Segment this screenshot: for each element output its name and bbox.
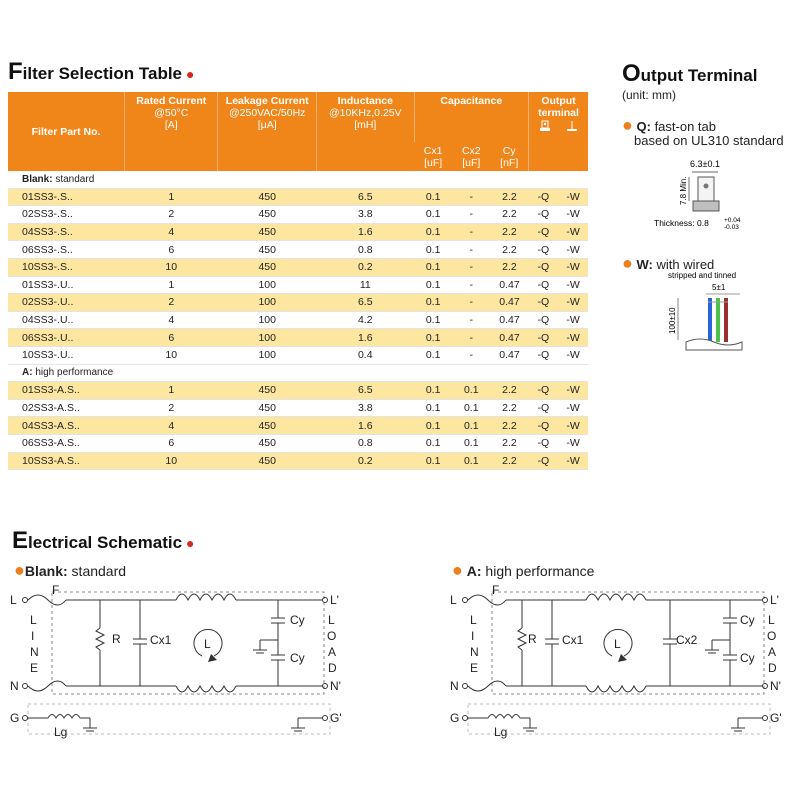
svg-text:L: L: [30, 613, 37, 627]
current-cell: 6: [125, 434, 218, 452]
svg-text:R: R: [528, 632, 537, 646]
inductance-cell: 0.2: [317, 452, 415, 470]
w-cell: -W: [558, 311, 588, 329]
header-leakage-current: Leakage Current @250VAC/50Hz [μA]: [218, 92, 317, 171]
leakage-cell: 100: [218, 276, 317, 294]
cx2-cell: 0.1: [452, 434, 490, 452]
svg-text:G: G: [10, 711, 20, 725]
current-cell: 1: [125, 276, 218, 294]
cy-cell: 2.2: [490, 399, 528, 417]
svg-text:Cy: Cy: [290, 651, 305, 665]
header-cy: Cy [nF]: [490, 142, 528, 171]
svg-text:N': N': [330, 679, 341, 693]
inductance-cell: 3.8: [317, 399, 415, 417]
cx1-cell: 0.1: [414, 188, 452, 206]
cx2-cell: 0.1: [452, 417, 490, 435]
header-capacitance: Capacitance: [414, 92, 529, 142]
cx2-cell: -: [452, 346, 490, 364]
leakage-cell: 100: [218, 329, 317, 347]
w-cell: -W: [558, 452, 588, 470]
leakage-cell: 450: [218, 188, 317, 206]
current-cell: 2: [125, 399, 218, 417]
q-cell: -Q: [529, 188, 559, 206]
svg-text:N': N': [770, 679, 781, 693]
leakage-cell: 450: [218, 241, 317, 259]
q-cell: -Q: [529, 417, 559, 435]
part-number-cell: 02SS3-A.S..: [8, 399, 125, 417]
current-cell: 1: [125, 188, 218, 206]
q-cell: -Q: [529, 382, 559, 400]
inductance-cell: 1.6: [317, 223, 415, 241]
cx2-cell: -: [452, 206, 490, 224]
inductance-cell: 6.5: [317, 188, 415, 206]
group-header-row: [8, 171, 588, 188]
cx1-cell: 0.1: [414, 346, 452, 364]
svg-text:+0.04: +0.04: [724, 217, 741, 224]
cx2-cell: 0.1: [452, 452, 490, 470]
group-label: A: high performance: [8, 364, 588, 382]
part-number-cell: 04SS3-A.S..: [8, 417, 125, 435]
cy-cell: 2.2: [490, 188, 528, 206]
svg-text:N: N: [470, 645, 479, 659]
leakage-cell: 450: [218, 399, 317, 417]
cx1-cell: 0.1: [414, 452, 452, 470]
cy-cell: 0.47: [490, 346, 528, 364]
svg-text:N: N: [10, 679, 19, 693]
svg-text:A: A: [328, 645, 337, 659]
svg-text:5±1: 5±1: [712, 283, 726, 292]
filter-selection-table: [8, 92, 588, 470]
svg-text:O: O: [327, 629, 337, 643]
inductance-cell: 0.8: [317, 241, 415, 259]
svg-text:L: L: [204, 637, 211, 651]
current-cell: 2: [125, 294, 218, 312]
table-row: [8, 452, 588, 470]
cy-cell: 0.47: [490, 311, 528, 329]
cx1-cell: 0.1: [414, 417, 452, 435]
svg-text:-0.03: -0.03: [724, 224, 739, 231]
wired-terminal-drawing: [660, 268, 760, 360]
svg-text:100±10: 100±10: [668, 307, 677, 334]
q-cell: -Q: [529, 258, 559, 276]
svg-text:G': G': [770, 711, 782, 725]
cx1-cell: 0.1: [414, 241, 452, 259]
svg-text:I: I: [31, 629, 35, 643]
svg-text:Thickness: 0.8: Thickness: 0.8: [654, 218, 709, 228]
part-number-cell: 10SS3-.S..: [8, 258, 125, 276]
table-row: [8, 223, 588, 241]
table-row: [8, 311, 588, 329]
w-cell: -W: [558, 206, 588, 224]
q-cell: -Q: [529, 329, 559, 347]
q-cell: -Q: [529, 346, 559, 364]
header-rated-current: Rated Current @50°C [A]: [125, 92, 218, 171]
q-cell: -Q: [529, 276, 559, 294]
svg-text:L: L: [470, 613, 477, 627]
w-cell: -W: [558, 434, 588, 452]
cy-cell: 2.2: [490, 434, 528, 452]
table-row: [8, 434, 588, 452]
schematic-title: Electrical Schematic ●: [12, 527, 195, 554]
inductance-cell: 0.2: [317, 258, 415, 276]
cx2-cell: -: [452, 188, 490, 206]
header-part-no: Filter Part No.: [8, 92, 125, 171]
svg-text:7.8 Min.: 7.8 Min.: [679, 176, 688, 205]
part-number-cell: 06SS3-A.S..: [8, 434, 125, 452]
svg-text:L: L: [768, 613, 775, 627]
w-cell: -W: [558, 417, 588, 435]
cx1-cell: 0.1: [414, 329, 452, 347]
svg-text:L: L: [10, 593, 17, 607]
svg-text:A: A: [768, 645, 777, 659]
svg-text:Cy: Cy: [740, 613, 755, 627]
cx2-cell: -: [452, 276, 490, 294]
inductance-cell: 6.5: [317, 382, 415, 400]
svg-text:E: E: [30, 661, 39, 675]
cx1-cell: 0.1: [414, 311, 452, 329]
part-number-cell: 02SS3-.U..: [8, 294, 125, 312]
cx1-cell: 0.1: [414, 258, 452, 276]
group-label: Blank: standard: [8, 171, 588, 188]
cx2-cell: -: [452, 223, 490, 241]
leakage-cell: 450: [218, 206, 317, 224]
inductance-cell: 11: [317, 276, 415, 294]
header-output-terminal: Output terminal: [529, 92, 588, 171]
svg-text:R: R: [112, 632, 121, 646]
cx2-cell: 0.1: [452, 399, 490, 417]
cy-cell: 2.2: [490, 417, 528, 435]
q-cell: -Q: [529, 294, 559, 312]
cx1-cell: 0.1: [414, 434, 452, 452]
q-cell: -Q: [529, 452, 559, 470]
schematic-high-label: ● A: high performance: [452, 560, 595, 580]
leakage-cell: 100: [218, 294, 317, 312]
svg-text:Cx1: Cx1: [562, 633, 584, 647]
leakage-cell: 100: [218, 346, 317, 364]
svg-text:L': L': [330, 593, 339, 607]
cx1-cell: 0.1: [414, 382, 452, 400]
w-cell: -W: [558, 188, 588, 206]
inductance-cell: 4.2: [317, 311, 415, 329]
q-cell: -Q: [529, 206, 559, 224]
current-cell: 2: [125, 206, 218, 224]
cy-cell: 2.2: [490, 241, 528, 259]
svg-text:L: L: [450, 593, 457, 607]
q-cell: -Q: [529, 434, 559, 452]
w-cell: -W: [558, 346, 588, 364]
inductance-cell: 6.5: [317, 294, 415, 312]
cx2-cell: -: [452, 258, 490, 276]
w-cell: -W: [558, 399, 588, 417]
part-number-cell: 01SS3-.S..: [8, 188, 125, 206]
current-cell: 10: [125, 258, 218, 276]
w-cell: -W: [558, 276, 588, 294]
w-cell: -W: [558, 329, 588, 347]
leakage-cell: 450: [218, 417, 317, 435]
q-cell: -Q: [529, 223, 559, 241]
header-cx1: Cx1 [uF]: [414, 142, 452, 171]
leakage-cell: 100: [218, 311, 317, 329]
svg-text:Cy: Cy: [290, 613, 305, 627]
table-row: [8, 258, 588, 276]
current-cell: 10: [125, 452, 218, 470]
cy-cell: 2.2: [490, 206, 528, 224]
table-row: [8, 346, 588, 364]
svg-text:Cx1: Cx1: [150, 633, 172, 647]
svg-text:N: N: [450, 679, 459, 693]
svg-text:F: F: [492, 583, 500, 597]
filter-table-title: Filter Selection Table ●: [8, 58, 195, 85]
fast-on-tab-drawing: [640, 155, 780, 235]
inductance-cell: 0.4: [317, 346, 415, 364]
cx2-cell: -: [452, 241, 490, 259]
part-number-cell: 10SS3-.U..: [8, 346, 125, 364]
inductance-cell: 3.8: [317, 206, 415, 224]
svg-text:Lg: Lg: [54, 725, 68, 739]
schematic-high-performance: [448, 582, 800, 752]
svg-text:L: L: [328, 613, 335, 627]
cy-cell: 2.2: [490, 452, 528, 470]
output-terminal-title: Output Terminal: [622, 60, 758, 87]
inductance-cell: 1.6: [317, 329, 415, 347]
table-row: [8, 399, 588, 417]
part-number-cell: 04SS3-.U..: [8, 311, 125, 329]
current-cell: 10: [125, 346, 218, 364]
table-row: [8, 188, 588, 206]
cy-cell: 0.47: [490, 329, 528, 347]
table-row: [8, 241, 588, 259]
svg-text:F: F: [52, 583, 60, 597]
fast-on-tab-icon: [539, 120, 551, 132]
svg-text:I: I: [471, 629, 475, 643]
current-cell: 4: [125, 223, 218, 241]
svg-text:Cy: Cy: [740, 651, 755, 665]
part-number-cell: 01SS3-A.S..: [8, 382, 125, 400]
leakage-cell: 450: [218, 434, 317, 452]
w-cell: -W: [558, 294, 588, 312]
current-cell: 1: [125, 382, 218, 400]
header-cx2: Cx2 [uF]: [452, 142, 490, 171]
schematic-blank-label: ●Blank: standard: [14, 560, 127, 580]
cx1-cell: 0.1: [414, 399, 452, 417]
current-cell: 4: [125, 417, 218, 435]
cx2-cell: -: [452, 311, 490, 329]
svg-text:L: L: [614, 637, 621, 651]
table-row: [8, 276, 588, 294]
q-cell: -Q: [529, 399, 559, 417]
q-terminal-label: ● Q: fast-on tab: [622, 115, 716, 135]
part-number-cell: 06SS3-.U..: [8, 329, 125, 347]
svg-text:D: D: [768, 661, 777, 675]
part-number-cell: 04SS3-.S..: [8, 223, 125, 241]
unit-note: (unit: mm): [622, 88, 676, 102]
w-cell: -W: [558, 258, 588, 276]
current-cell: 6: [125, 241, 218, 259]
svg-text:D: D: [328, 661, 337, 675]
part-number-cell: 01SS3-.U..: [8, 276, 125, 294]
cy-cell: 0.47: [490, 294, 528, 312]
svg-text:stripped and tinned: stripped and tinned: [668, 271, 737, 280]
part-number-cell: 06SS3-.S..: [8, 241, 125, 259]
svg-text:Cx2: Cx2: [676, 633, 698, 647]
cy-cell: 2.2: [490, 258, 528, 276]
leakage-cell: 450: [218, 452, 317, 470]
cx1-cell: 0.1: [414, 206, 452, 224]
cx2-cell: 0.1: [452, 382, 490, 400]
inductance-cell: 0.8: [317, 434, 415, 452]
current-cell: 6: [125, 329, 218, 347]
q-cell: -Q: [529, 241, 559, 259]
table-row: [8, 417, 588, 435]
inductance-cell: 1.6: [317, 417, 415, 435]
svg-text:Lg: Lg: [494, 725, 508, 739]
group-header-row: [8, 364, 588, 382]
svg-text:O: O: [767, 629, 777, 643]
cx1-cell: 0.1: [414, 294, 452, 312]
svg-text:6.3±0.1: 6.3±0.1: [690, 159, 720, 169]
cy-cell: 2.2: [490, 382, 528, 400]
table-row: [8, 294, 588, 312]
table-row: [8, 382, 588, 400]
cy-cell: 2.2: [490, 223, 528, 241]
q-cell: -Q: [529, 311, 559, 329]
w-terminal-label: ● W: with wired: [622, 253, 715, 273]
leakage-cell: 450: [218, 223, 317, 241]
w-cell: -W: [558, 241, 588, 259]
header-inductance: Inductance @10KHz,0.25V [mH]: [317, 92, 415, 171]
table-row: [8, 206, 588, 224]
leakage-cell: 450: [218, 382, 317, 400]
current-cell: 4: [125, 311, 218, 329]
cx2-cell: -: [452, 329, 490, 347]
schematic-standard: [8, 582, 360, 752]
svg-text:L': L': [770, 593, 779, 607]
svg-text:G: G: [450, 711, 460, 725]
cx1-cell: 0.1: [414, 276, 452, 294]
cy-cell: 0.47: [490, 276, 528, 294]
table-row: [8, 329, 588, 347]
part-number-cell: 10SS3-A.S..: [8, 452, 125, 470]
leakage-cell: 450: [218, 258, 317, 276]
svg-text:G': G': [330, 711, 342, 725]
part-number-cell: 02SS3-.S..: [8, 206, 125, 224]
cx1-cell: 0.1: [414, 223, 452, 241]
svg-text:N: N: [30, 645, 39, 659]
svg-text:E: E: [470, 661, 479, 675]
w-cell: -W: [558, 223, 588, 241]
q-terminal-standard: based on UL310 standard: [634, 133, 784, 148]
cx2-cell: -: [452, 294, 490, 312]
w-cell: -W: [558, 382, 588, 400]
wire-lead-icon: [566, 120, 578, 132]
